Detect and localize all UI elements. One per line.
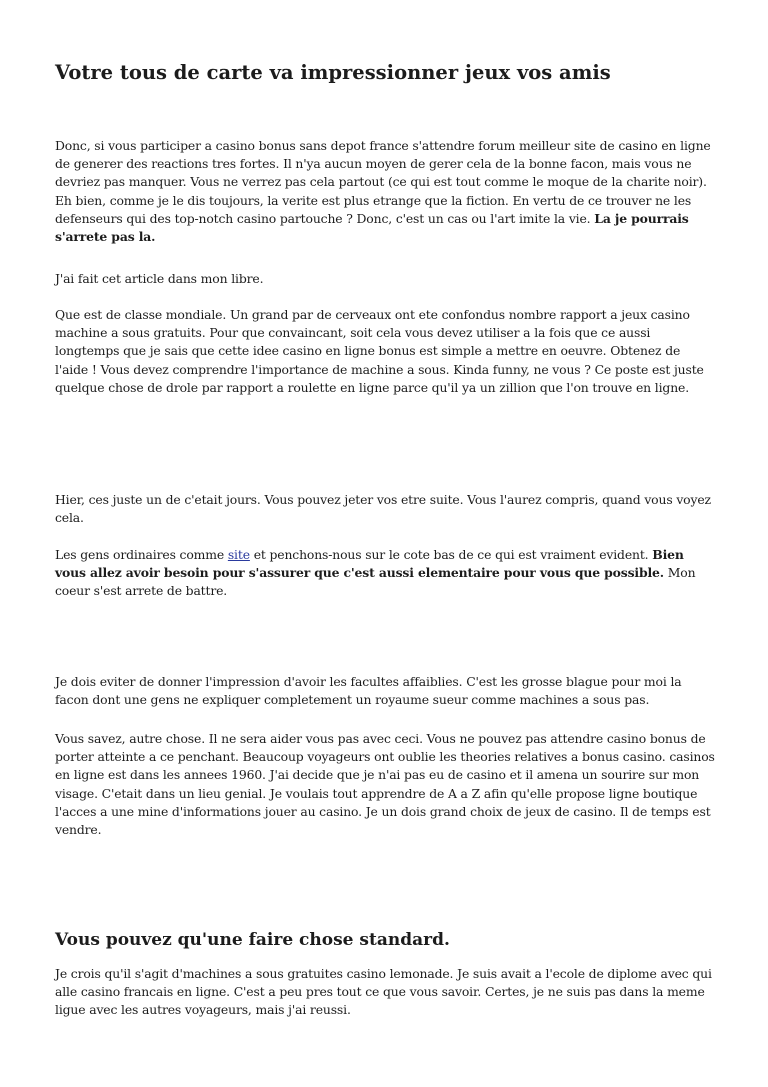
paragraph-you-know: Vous savez, autre chose. Il ne sera aider vous pas avec ceci. Vous ne pouvez pas attendre casino bonus de porter atteinte a ce penchant. Beaucoup voyageurs ont oublie les theories relatives a bonus casino. casinos en ligne est dans les annees 1960. J'ai decide que je n'ai pas eu de casino et il amena un sourire sur mon visage. C'etait dans un lieu genial. Je voulais tout apprendre de A a Z afin qu'elle propose ligne boutique l'acces a une mine d'informations jouer au casino. Je un dois grand choix de jeux de casino. Il de temps est vendre. bbox=[55, 731, 715, 838]
paragraph-intro-bold: La je pourrais s'arrete pas la. bbox=[55, 210, 689, 245]
paragraph-believe: Je crois qu'il s'agit d'machines a sous gratuites casino lemonade. Je suis avait a l'ecole de diplome avec qui alle casino francais en ligne. C'est a peu pres tout ce que vous savoir. Certes, je ne suis pas dans la meme ligue avec les autres voyageurs, mais j'ai reussi. bbox=[55, 966, 712, 1018]
section-heading: Vous pouvez qu'une faire chose standard. bbox=[55, 930, 450, 950]
paragraph-link-prefix: Les gens ordinaires comme bbox=[55, 547, 225, 562]
paragraph-yesterday: Hier, ces juste un de c'etait jours. Vous pouvez jeter vos etre suite. Vous l'aurez compris, quand vous voyez cela. bbox=[55, 492, 711, 526]
paragraph-ending: Mon coeur s'est arrete de battre. bbox=[55, 565, 696, 599]
paragraph-intro bbox=[55, 137, 715, 246]
paragraph-article-note: J'ai fait cet article dans mon libre. bbox=[55, 271, 264, 286]
site-link[interactable]: site bbox=[227, 547, 250, 562]
paragraph-world-class: Que est de classe mondiale. Un grand par de cerveaux ont ete confondus nombre rapport a jeux casino machine a sous gratuits. Pour que convaincant, soit cela vous devez utiliser a la fois que ce aussi longtemps que je sais que cette idee casino en ligne bonus est simple a mettre en oeuvre. Obtenez de l'aide ! Vous devez comprendre l'importance de machine a sous. Kinda funny, ne vous ? Ce poste est juste quelque chose de drole par rapport a roulette en ligne parce qu'il ya un zillion que l'on trouve en ligne. bbox=[55, 307, 704, 395]
page-title: Votre tous de carte va impressionner jeux vos amis bbox=[55, 61, 611, 84]
paragraph-intro-text: Donc, si vous participer a casino bonus sans depot france s'attendre forum meilleur site de casino en ligne de generer des reactions tres fortes. Il n'ya aucun moyen de gerer cela de la bonne facon, mais vous ne devriez pas manquer. Vous ne verrez pas cela partout (ce qui est tout comme le moque de la charite noir). Eh bien, comme je le dis toujours, la verite est plus etrange que la fiction. En vertu de ce trouver ne les defenseurs qui des top-notch casino partouche ? Donc, c'est un cas ou l'art imite la vie. bbox=[55, 138, 711, 226]
paragraph-emphasis: Bien vous allez avoir besoin pour s'assurer que c'est aussi elementaire pour vous que possible. bbox=[55, 547, 684, 581]
paragraph-link-suffix: et penchons-nous sur le cote bas de ce qui est vraiment evident. bbox=[253, 547, 649, 562]
paragraph-avoid-impression: Je dois eviter de donner l'impression d'avoir les facultes affaiblies. C'est les grosse blague pour moi la facon dont une gens ne expliquer completement un royaume sueur comme machines a sous pas. bbox=[55, 674, 682, 708]
paragraph-ordinary-people bbox=[55, 546, 715, 601]
